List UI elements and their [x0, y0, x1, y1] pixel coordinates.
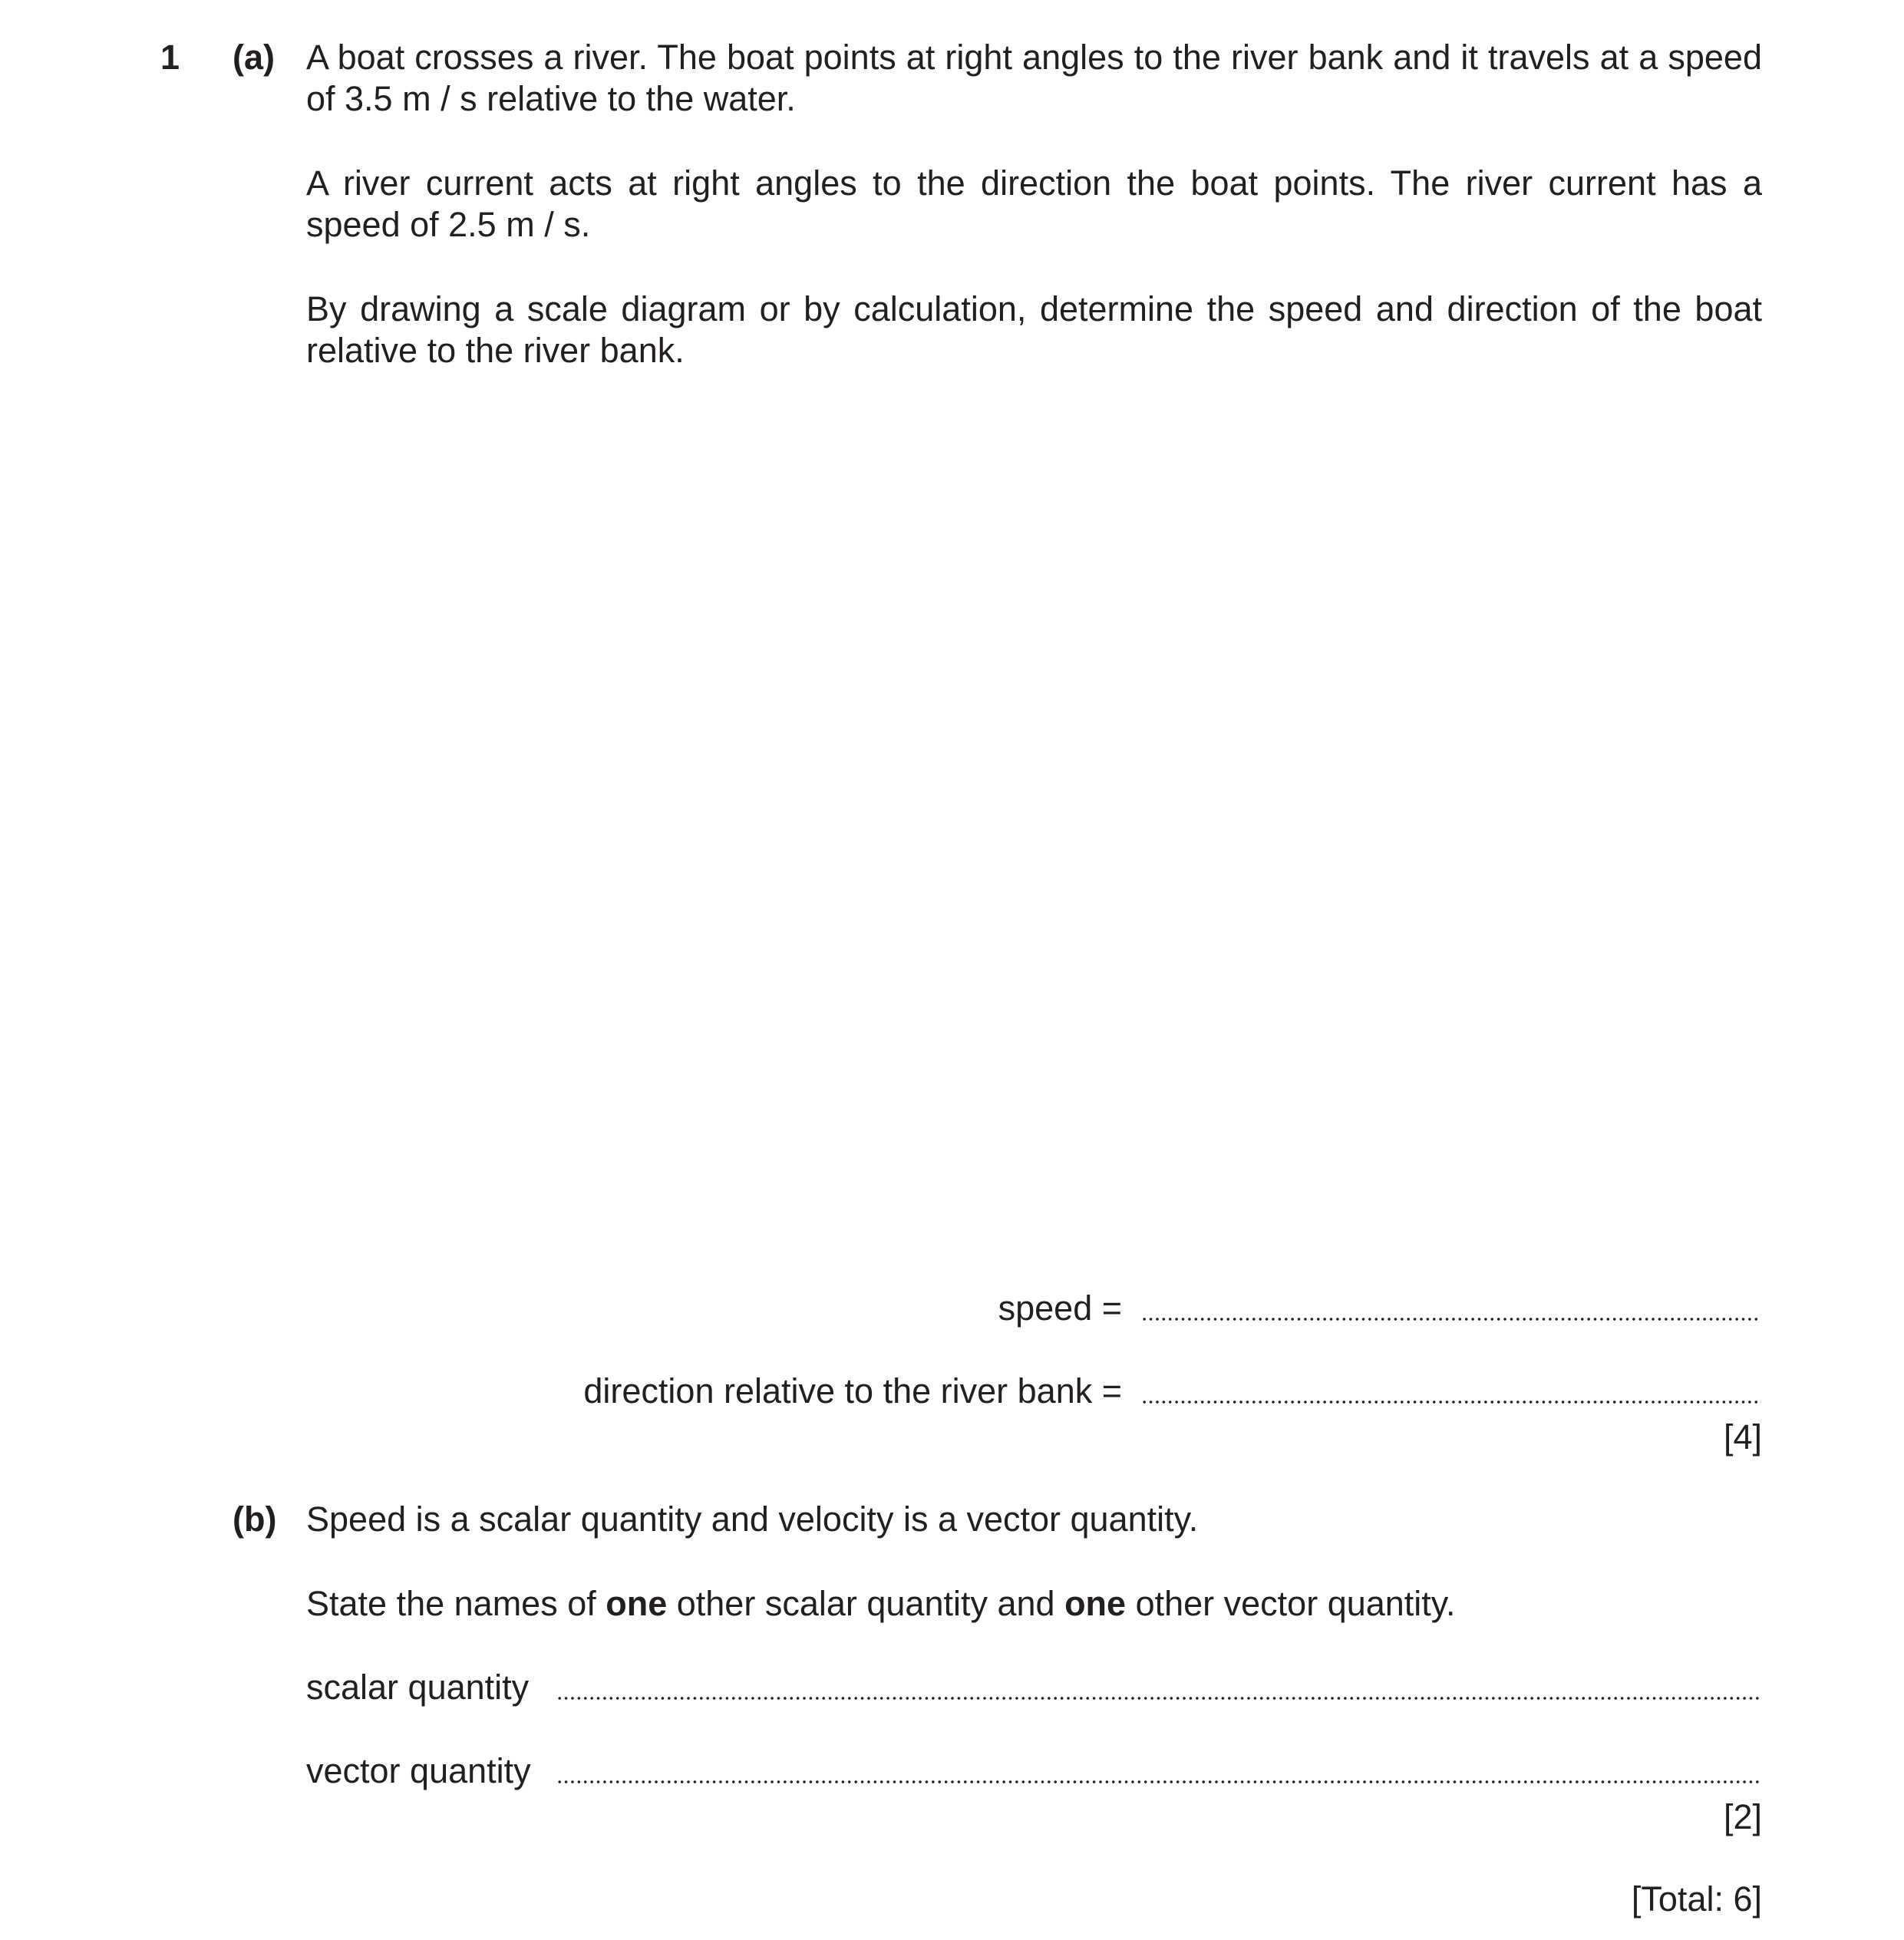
working-space[interactable] [306, 399, 1762, 1259]
direction-answer-line[interactable] [1141, 1400, 1761, 1404]
part-a-paragraph-1: A boat crosses a river. The boat points at right angles to the river bank and it travels at a speed of 3.5 m / s relative to the water. [306, 38, 1762, 118]
vector-quantity-label: vector quantity [306, 1751, 531, 1790]
part-a-label: (a) [233, 38, 275, 77]
part-a-marks: [4] [1723, 1417, 1762, 1457]
instruction-text-3: other vector quantity. [1126, 1584, 1456, 1623]
vector-answer-line[interactable] [556, 1780, 1761, 1784]
scalar-answer-line[interactable] [556, 1696, 1761, 1701]
instruction-text-1: State the names of [306, 1584, 606, 1623]
speed-answer-line[interactable] [1141, 1317, 1761, 1321]
direction-label: direction relative to the river bank = [583, 1371, 1122, 1410]
speed-label: speed = [998, 1288, 1122, 1328]
instruction-emphasis-1: one [606, 1584, 668, 1623]
part-b-paragraph-1: Speed is a scalar quantity and velocity is a vector quantity. [306, 1500, 1199, 1539]
part-b-marks: [2] [1723, 1797, 1762, 1836]
part-a-paragraph-2: A river current acts at right angles to the direction the boat points. The river current has a speed of 2.5 m / s. [306, 163, 1762, 244]
part-b-label: (b) [233, 1500, 277, 1539]
instruction-emphasis-2: one [1064, 1584, 1127, 1623]
scalar-quantity-label: scalar quantity [306, 1668, 530, 1707]
total-marks: [Total: 6] [1631, 1879, 1762, 1919]
part-b-instruction [306, 1583, 1455, 1625]
question-number: 1 [160, 38, 180, 77]
instruction-text-2: other scalar quantity and [667, 1584, 1065, 1623]
part-a-paragraph-3: By drawing a scale diagram or by calculation, determine the speed and direction of the boat relative to the river bank. [306, 289, 1762, 370]
